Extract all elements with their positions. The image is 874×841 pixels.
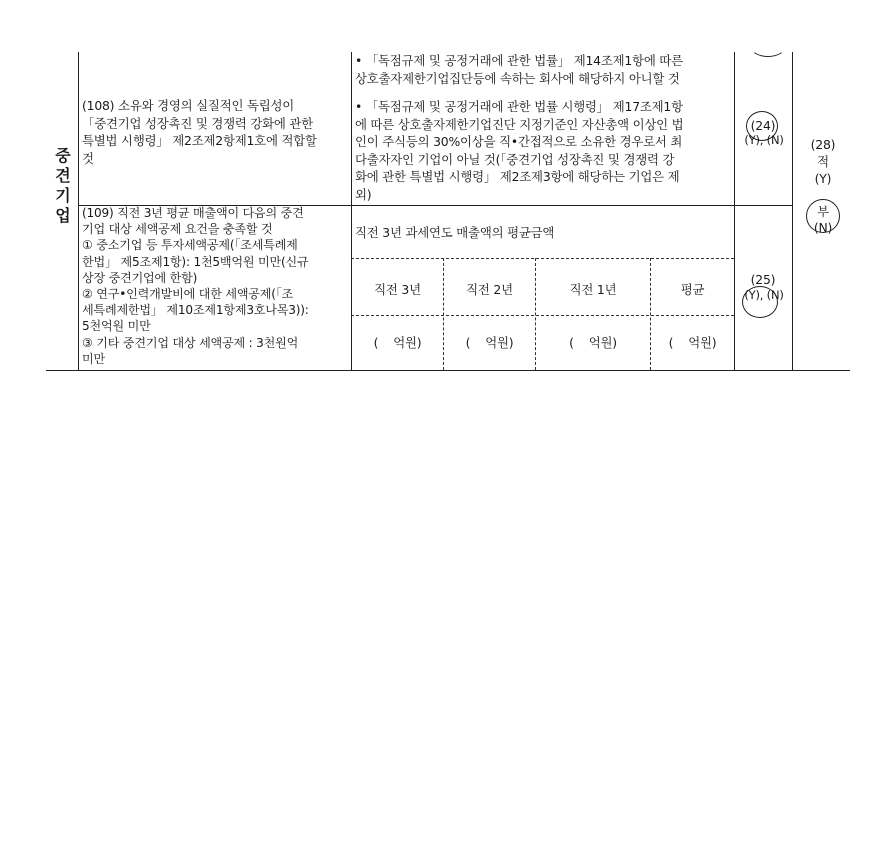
result-pass-yn: (Y) <box>814 171 832 186</box>
row-109-label-line: 세특례제한법」 제10조제1항제3호나목3)): <box>82 303 309 318</box>
table-bottom-border <box>46 370 850 371</box>
sales-values-divider <box>351 315 734 316</box>
bullet-2-line: 다출자자인 기업이 아닐 것(「중견기업 성장촉진 및 경쟁력 강 <box>355 151 675 167</box>
row-109-label-line: ③ 기타 중견기업 대상 세액공제 : 3천원억 <box>82 335 299 350</box>
bullet-2-line: 에 따른 상호출자제한기업진단 지정기준인 자산총액 이상인 법 <box>355 116 684 132</box>
row-109-yn: (Y), (N) <box>744 288 784 302</box>
bullet-1-line: 상호출자제한기업집단등에 속하는 회사에 해당하지 아니할 것 <box>355 70 680 86</box>
row-108-label-line: (108) 소유와 경영의 실질적인 독립성이 <box>82 98 295 113</box>
row-109-label-line: ① 중소기업 등 투자세액공제(「조세특례제 <box>82 238 298 253</box>
sales-col-divider-1 <box>443 258 444 370</box>
row-108-code: (24) <box>750 118 776 133</box>
result-fail-circle-mark <box>806 199 840 233</box>
sales-col-divider-3 <box>650 258 651 370</box>
result-pass-label: 적 <box>817 154 829 169</box>
sales-col-header-2y: 직전 2년 <box>466 282 513 297</box>
row-108-yn: (Y), (N) <box>744 133 784 147</box>
section-char-2: 견 <box>55 166 71 185</box>
sales-col-header-3y: 직전 3년 <box>374 282 421 297</box>
row-108-bullet-2 <box>355 98 735 204</box>
row-109-code: (25) <box>750 272 776 287</box>
top-arc-mark <box>750 46 786 57</box>
sales-average-header: 직전 3년 과세연도 매출액의 평균금액 <box>355 225 555 240</box>
section-char-1: 중 <box>55 146 71 165</box>
sales-value-1y: ( 억원) <box>569 335 617 350</box>
section-char-4: 업 <box>55 206 71 225</box>
row-108-label <box>82 97 348 167</box>
sales-col-header-1y: 직전 1년 <box>569 282 617 297</box>
bullet-2-line: • 「독점규제 및 공정거래에 관한 법률 시행령」 제17조제1항 <box>355 99 683 114</box>
sales-value-3y: ( 억원) <box>373 335 422 350</box>
row-108-bullet-1 <box>355 52 735 87</box>
sales-value-average: ( 억원) <box>668 335 717 350</box>
row-109-label-line: 상장 중견기업에 한함) <box>82 270 198 285</box>
row-109-label-line: 한법」 제5조제1항): 1천5백억원 미만(신규 <box>82 254 309 269</box>
sales-col-header-average: 평균 <box>680 282 705 297</box>
row-109-yn-circle-mark <box>742 286 778 318</box>
bullet-2-line: 인이 주식등의 30%이상을 직•간접적으로 소유한 경우로서 최 <box>355 134 683 150</box>
result-fail-label: 부 <box>817 204 829 219</box>
row-108-label-line: 「중견기업 성장촉진 및 경쟁력 강화에 관한 <box>82 115 313 131</box>
row-109-label-line: 5천억원 미만 <box>82 319 151 334</box>
sales-col-divider-2 <box>535 258 536 370</box>
table-left-border <box>78 52 79 370</box>
bullet-1-line: • 「독점규제 및 공정거래에 관한 법률」 제14조제1항에 따른 <box>355 53 683 68</box>
bullet-2-line: 외) <box>355 186 372 202</box>
code-column-border <box>792 52 793 370</box>
sales-value-2y: ( 억원) <box>465 335 514 350</box>
row-109-label-line: 미만 <box>82 351 105 366</box>
row-108-label-line: 특별법 시행령」 제2조제2항제1호에 적합할 <box>82 133 317 149</box>
row-109-label-line: 기업 대상 세액공제 요건을 충족할 것 <box>82 222 273 237</box>
row-109-label-line: ② 연구•인력개발비에 대한 세액공제(「조 <box>82 287 294 302</box>
section-char-3: 기 <box>55 186 71 205</box>
section-label-midsize-enterprise <box>52 146 74 226</box>
sales-header-divider <box>351 258 734 259</box>
row-108-label-line: 것 <box>82 150 94 166</box>
label-column-border <box>351 52 352 370</box>
result-fail-yn: (N) <box>813 220 833 235</box>
bullet-2-line: 화에 관한 특별법 시행령」 제2조제3항에 해당하는 기업은 제 <box>355 169 680 185</box>
result-code: (28) <box>810 137 836 152</box>
row-109-label-line: (109) 직전 3년 평균 매출액이 다음의 중견 <box>82 206 304 220</box>
row-109-label <box>82 205 350 367</box>
